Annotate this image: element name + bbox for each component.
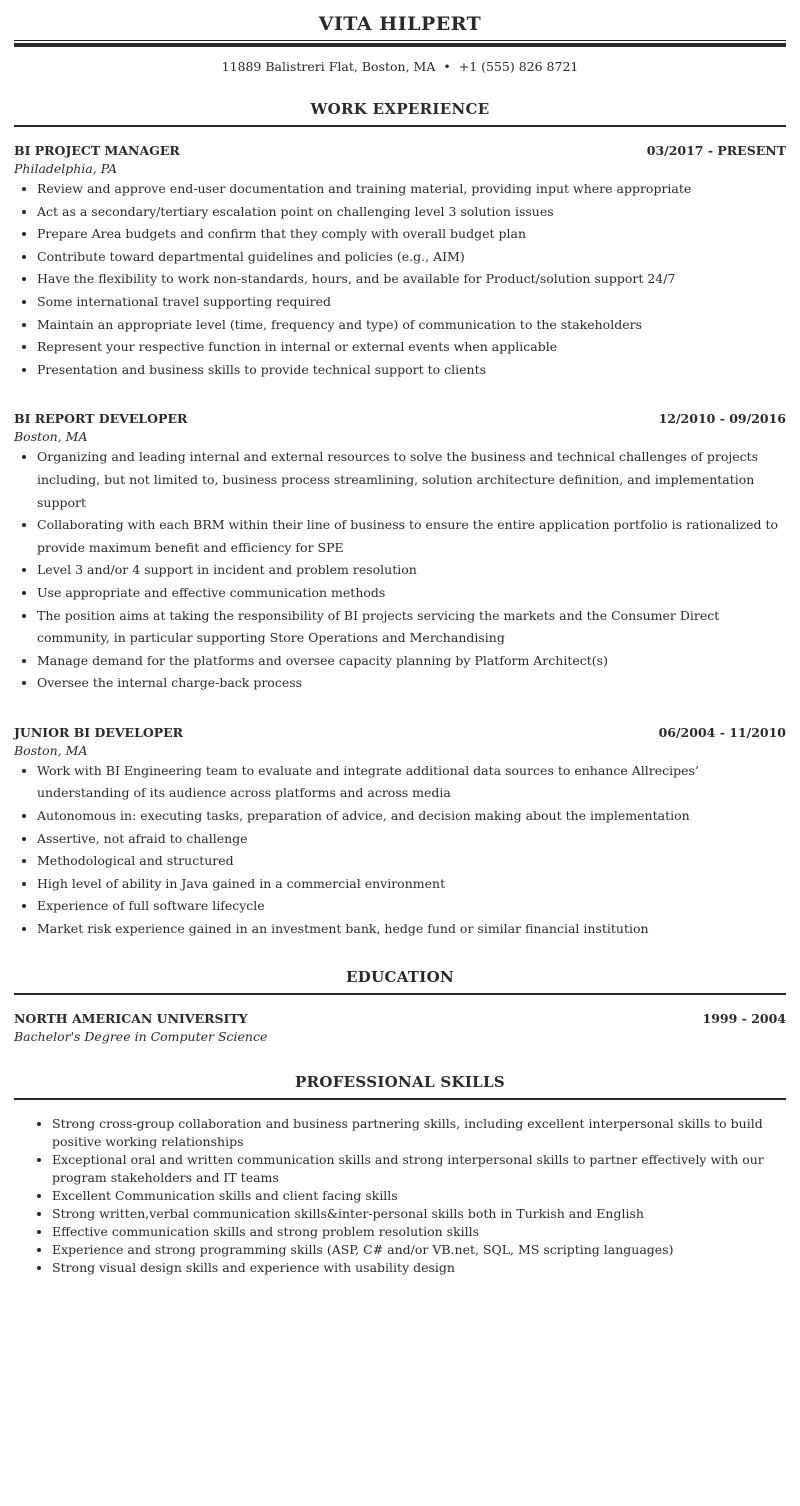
job-location: Boston, MA — [14, 429, 88, 445]
job-bullets — [14, 178, 786, 381]
list-item: • Work with BI Engineering team to evaluate and integrate additional data sources to enhance Allrecipes’ understanding of its audience across platforms and across media — [37, 760, 786, 805]
list-item: • Effective communication skills and strong problem resolution skills — [52, 1223, 786, 1241]
list-item: • Maintain an appropriate level (time, frequency and type) of communication to the stakeholders — [37, 314, 786, 337]
list-item: • Prepare Area budgets and confirm that they comply with overall budget plan — [37, 223, 786, 246]
job-dates: 03/2017 - PRESENT — [646, 143, 786, 158]
list-item: • High level of ability in Java gained in a commercial environment — [37, 873, 786, 896]
education-header — [14, 1010, 786, 1028]
section-rule-skills — [14, 1098, 786, 1100]
list-item: • Level 3 and/or 4 support in incident and problem resolution — [37, 559, 786, 582]
address: 11889 Balistreri Flat, Boston, MA — [221, 59, 436, 74]
candidate-name: VITA HILPERT — [318, 13, 482, 35]
list-item: • Strong cross-group collaboration and business partnering skills, including excellent interpersonal skills to build positive working relationships — [52, 1115, 786, 1151]
list-item: • Use appropriate and effective communication methods — [37, 582, 786, 605]
job-dates: 06/2004 - 11/2010 — [658, 724, 786, 740]
list-item: • The position aims at taking the responsibility of BI projects servicing the markets and the Consumer Direct community, in particular supporting Store Operations and Merchandising — [37, 605, 786, 650]
resume-page — [14, 0, 786, 1277]
section-title-work: WORK EXPERIENCE — [310, 100, 490, 118]
contact-separator: • — [443, 59, 451, 74]
list-item: • Have the flexibility to work non-standards, hours, and be available for Product/solution support 24/7 — [37, 268, 786, 291]
section-title-education: EDUCATION — [346, 967, 454, 986]
job-location: Boston, MA — [14, 742, 88, 758]
school-name: NORTH AMERICAN UNIVERSITY — [14, 1010, 248, 1026]
education-entry — [14, 1010, 786, 1046]
skills-list — [14, 1115, 786, 1277]
list-item: • Oversee the internal charge-back process — [37, 672, 786, 695]
section-title-skills: PROFESSIONAL SKILLS — [295, 1072, 505, 1091]
list-item: • Market risk experience gained in an investment bank, hedge fund or similar financial institution — [37, 918, 786, 941]
job-title: JUNIOR BI DEVELOPER — [14, 724, 184, 740]
job-bullets — [14, 760, 786, 941]
job-header — [14, 142, 786, 160]
header-rule-thin — [14, 40, 786, 41]
list-item: • Experience of full software lifecycle — [37, 895, 786, 918]
list-item: • Assertive, not afraid to challenge — [37, 828, 786, 851]
section-rule-work — [14, 125, 786, 127]
list-item: • Exceptional oral and written communication skills and strong interpersonal skills to partner effectively with our program stakeholders and IT teams — [52, 1151, 786, 1187]
job-bullets — [14, 446, 786, 695]
list-item: • Strong written,verbal communication skills&inter-personal skills both in Turkish and English — [52, 1205, 786, 1223]
list-item: • Strong visual design skills and experience with usability design — [52, 1259, 786, 1277]
list-item: • Excellent Communication skills and client facing skills — [52, 1187, 786, 1205]
job-entry — [14, 410, 786, 695]
section-rule-education — [14, 993, 786, 995]
list-item: • Experience and strong programming skills (ASP, C# and/or VB.net, SQL, MS scripting languages) — [52, 1241, 786, 1259]
header-rule-thick — [14, 43, 786, 47]
list-item: • Act as a secondary/tertiary escalation point on challenging level 3 solution issues — [37, 201, 786, 224]
job-title: BI PROJECT MANAGER — [14, 143, 180, 158]
list-item: • Organizing and leading internal and external resources to solve the business and technical challenges of projects including, but not limited to, business process streamlining, solution architecture definition, and implementation support — [37, 446, 786, 514]
phone: +1 (555) 826 8721 — [458, 59, 579, 74]
list-item: • Some international travel supporting required — [37, 291, 786, 314]
job-header — [14, 410, 786, 428]
list-item: • Contribute toward departmental guidelines and policies (e.g., AIM) — [37, 246, 786, 269]
contact-line — [14, 59, 786, 75]
job-entry — [14, 142, 786, 381]
job-header — [14, 724, 786, 742]
list-item: • Review and approve end-user documentation and training material, providing input where appropriate — [37, 178, 786, 201]
list-item: • Methodological and structured — [37, 850, 786, 873]
list-item: • Presentation and business skills to provide technical support to clients — [37, 359, 786, 382]
list-item: • Represent your respective function in internal or external events when applicable — [37, 336, 786, 359]
list-item: • Collaborating with each BRM within their line of business to ensure the entire application portfolio is rationalized to provide maximum benefit and efficiency for SPE — [37, 514, 786, 559]
job-dates: 12/2010 - 09/2016 — [658, 411, 786, 427]
job-location: Philadelphia, PA — [14, 161, 118, 176]
degree: Bachelor's Degree in Computer Science — [14, 1028, 268, 1044]
job-title: BI REPORT DEVELOPER — [14, 411, 188, 427]
education-dates: 1999 - 2004 — [702, 1010, 786, 1026]
list-item: • Autonomous in: executing tasks, preparation of advice, and decision making about the implementation — [37, 805, 786, 828]
job-entry — [14, 724, 786, 941]
list-item: • Manage demand for the platforms and oversee capacity planning by Platform Architect(s) — [37, 650, 786, 673]
